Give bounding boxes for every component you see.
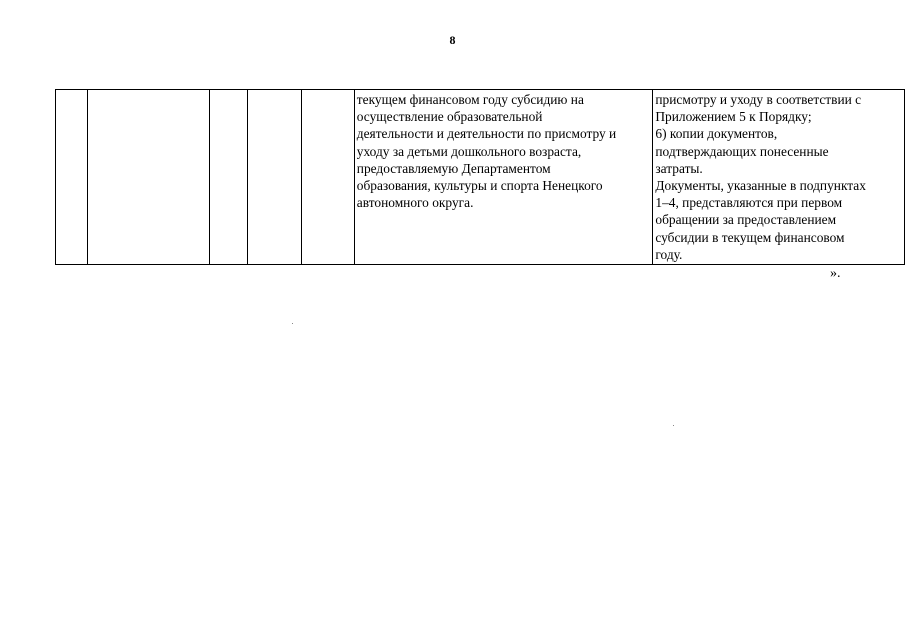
text-line: Приложением 5 к Порядку; xyxy=(655,109,812,125)
text-line: 6) копии документов, xyxy=(655,126,778,142)
text-line: субсидии в текущем финансовом xyxy=(655,229,845,245)
required-documents-text xyxy=(655,91,902,263)
text-line: предоставляемую Департаментом xyxy=(356,160,551,176)
scan-speck xyxy=(673,425,674,426)
table-cell-col4 xyxy=(247,90,301,265)
table-cell-col5 xyxy=(302,90,354,265)
text-line: текущем финансовом году субсидию на xyxy=(356,92,584,107)
document-table xyxy=(55,89,905,265)
text-line: образования, культуры и спорта Ненецкого xyxy=(356,178,603,194)
table-cell-col2 xyxy=(87,90,210,265)
text-line: присмотру и уходу в соответствии с xyxy=(655,92,862,107)
text-line: обращении за предоставлением xyxy=(655,212,837,228)
table-cell-required-documents xyxy=(653,90,905,265)
closing-quote: ». xyxy=(830,266,841,281)
table-cell-col1 xyxy=(56,90,88,265)
text-line: затраты. xyxy=(655,160,703,176)
text-line: 1–4, представляются при первом xyxy=(655,195,843,211)
page-number: 8 xyxy=(449,33,456,47)
text-line: подтверждающих понесенные xyxy=(655,143,829,159)
text-line: уходу за детьми дошкольного возраста, xyxy=(356,143,582,159)
text-line: осуществление образовательной xyxy=(356,109,543,125)
table-cell-col3 xyxy=(210,90,248,265)
text-line: автономного округа. xyxy=(356,195,474,211)
text-line: Документы, указанные в подпунктах xyxy=(655,178,866,194)
scan-speck xyxy=(292,323,293,324)
subsidy-description-text xyxy=(357,91,651,211)
table-cell-subsidy-description xyxy=(354,90,653,265)
text-line: деятельности и деятельности по присмотру и xyxy=(356,126,617,142)
text-line: году. xyxy=(655,246,683,262)
table-row xyxy=(56,90,905,265)
